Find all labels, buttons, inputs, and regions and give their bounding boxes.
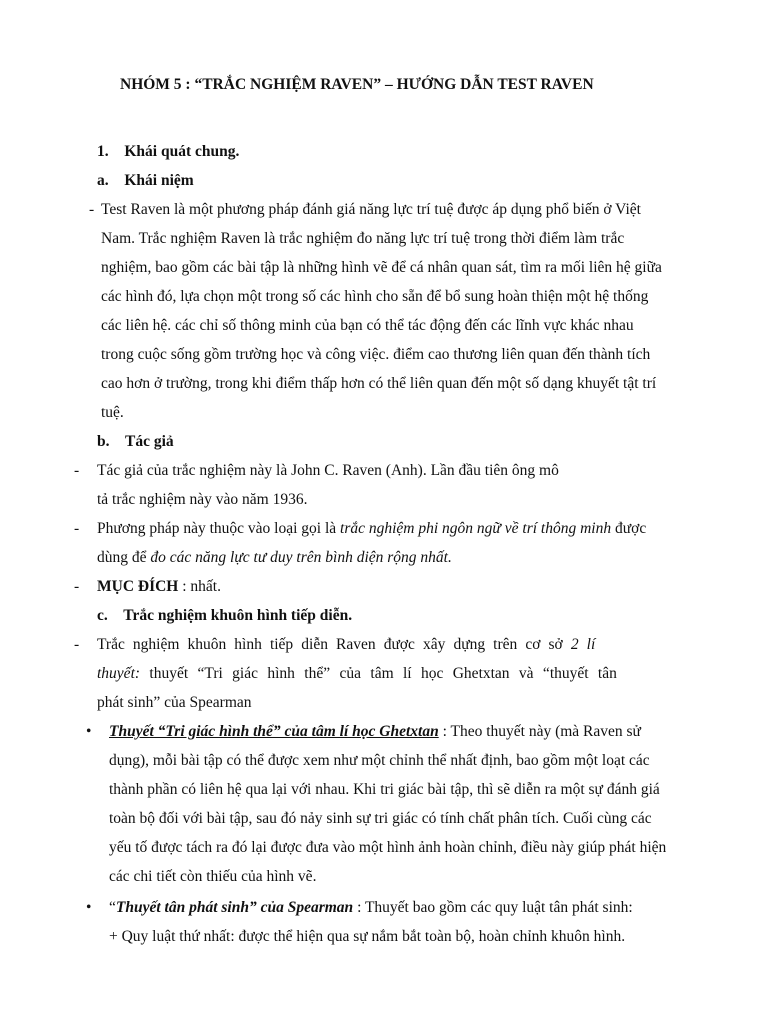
bullet-1-line: các chi tiết còn thiếu của hình vẽ.	[109, 868, 317, 885]
para-b1-line: tả trắc nghiệm này vào năm 1936.	[97, 491, 308, 508]
para-b1-line: Tác giả của trắc nghiệm này là John C. Raven (Anh). Lần đầu tiên ông mô	[97, 462, 559, 479]
para-a-line: tuệ.	[101, 404, 124, 421]
para-a-line: nghiệm, bao gồm các bài tập là những hình vẽ để cá nhân quan sát, tìm ra mối liên hệ giữa	[101, 259, 662, 276]
italic-run: thuyết:	[97, 665, 141, 682]
subsection-b-letter: b.	[97, 433, 110, 450]
subsection-a-letter: a.	[97, 172, 109, 189]
bullet-2-label: Thuyết tân phát sinh” của Spearman	[115, 899, 354, 916]
purpose-text: : nhất.	[178, 578, 221, 595]
subsection-a-heading	[97, 171, 194, 191]
italic-run: trắc nghiệm phi ngôn ngữ về trí thông minh	[340, 520, 612, 537]
text-run: : Thuyết bao gồm các quy luật tân phát sinh:	[353, 899, 633, 916]
text-run: : Theo thuyết này (mà Raven sử	[438, 723, 641, 740]
para-b3-dash: -	[74, 578, 80, 595]
para-a-line: Test Raven là một phương pháp đánh giá năng lực trí tuệ được áp dụng phổ biến ở Việt	[101, 201, 641, 218]
subsection-c-letter: c.	[97, 607, 108, 624]
bullet-2-rule-1: + Quy luật thứ nhất: được thể hiện qua sự nắm bắt toàn bộ, hoàn chỉnh khuôn hình.	[109, 928, 626, 945]
para-c-line-2	[97, 664, 617, 684]
subsection-b-title: Tác giả	[124, 433, 174, 450]
italic-run: đo các năng lực tư duy trên bình diện rộng nhất.	[150, 549, 452, 566]
bullet-1-line: thành phần có liên hệ qua lại với nhau. Khi tri giác bài tập, thì sẽ diễn ra một sự đánh giá	[109, 781, 660, 798]
para-c-line-3: phát sinh” của Spearman	[97, 694, 252, 711]
subsection-c-heading	[97, 606, 352, 626]
bullet-1-line-1	[109, 722, 641, 742]
para-b2-dash: -	[74, 520, 80, 537]
para-c-line-1	[97, 635, 595, 655]
document-title: NHÓM 5 : “TRẮC NGHIỆM RAVEN” – HƯỚNG DẪN TEST RAVEN	[120, 76, 594, 93]
section-1-title: Khái quát chung.	[124, 143, 240, 160]
para-a-line: các liên hệ. các chỉ số thông minh của bạn có thể tác động đến các lĩnh vực khác nhau	[101, 317, 634, 334]
bullet-1-line: dụng), mỗi bài tập có thể được xem như một chỉnh thể nhất định, bao gồm một loạt các	[109, 752, 650, 769]
para-b2-line-1	[97, 519, 646, 539]
bullet-2-line-1	[109, 898, 633, 918]
section-1-heading	[97, 142, 239, 162]
subsection-c-title: Trắc nghiệm khuôn hình tiếp diễn.	[123, 607, 353, 624]
para-b1-dash: -	[74, 462, 80, 479]
text-run: Trắc nghiệm khuôn hình tiếp diễn Raven được xây dựng trên cơ sở	[97, 636, 571, 653]
para-a-line: các hình đó, lựa chọn một trong số các hình cho sẵn để bổ sung hoàn thiện một hệ thống	[101, 288, 649, 305]
para-a-line: cao hơn ở trường, trong khi điểm thấp hơn có thể liên quan đến một số dạng khuyết tật trí	[101, 375, 657, 392]
bullet-1-label: Thuyết “Tri giác hình thể” của tâm lí học Ghetxtan	[109, 723, 439, 740]
text-run: Phương pháp này thuộc vào loại gọi là	[97, 520, 341, 537]
purpose-line	[97, 577, 221, 597]
bullet-icon: •	[86, 899, 92, 916]
bullet-1-line: toàn bộ đối với bài tập, sau đó nảy sinh sự tri giác có tính chất phân tích. Cuối cùng các	[109, 810, 652, 827]
text-run: được	[611, 520, 647, 537]
subsection-a-title: Khái niệm	[124, 172, 194, 189]
bullet-1-line: yếu tố được tách ra đó lại được đưa vào một hình ảnh hoàn chỉnh, điều này giúp phát hiện	[109, 839, 667, 856]
text-run: thuyết “Tri giác hình thể” của tâm lí học Ghetxtan và “thuyết tân	[140, 665, 617, 682]
para-b2-line-2	[97, 548, 452, 568]
bullet-icon: •	[86, 723, 92, 740]
text-run: “	[109, 899, 116, 916]
italic-run: 2 lí	[570, 636, 596, 653]
purpose-label: MỤC ĐÍCH	[97, 578, 179, 595]
text-run: dùng để	[97, 549, 151, 566]
para-a-line: Nam. Trắc nghiệm Raven là trắc nghiệm đo năng lực trí tuệ trong thời điểm làm trắc	[101, 230, 625, 247]
section-1-number: 1.	[97, 143, 109, 160]
para-a-dash: -	[89, 201, 95, 218]
para-c-dash: -	[74, 636, 80, 653]
subsection-b-heading	[97, 432, 174, 452]
para-a-line: trong cuộc sống gồm trường học và công việc. điểm cao thương liên quan đến thành tích	[101, 346, 651, 363]
